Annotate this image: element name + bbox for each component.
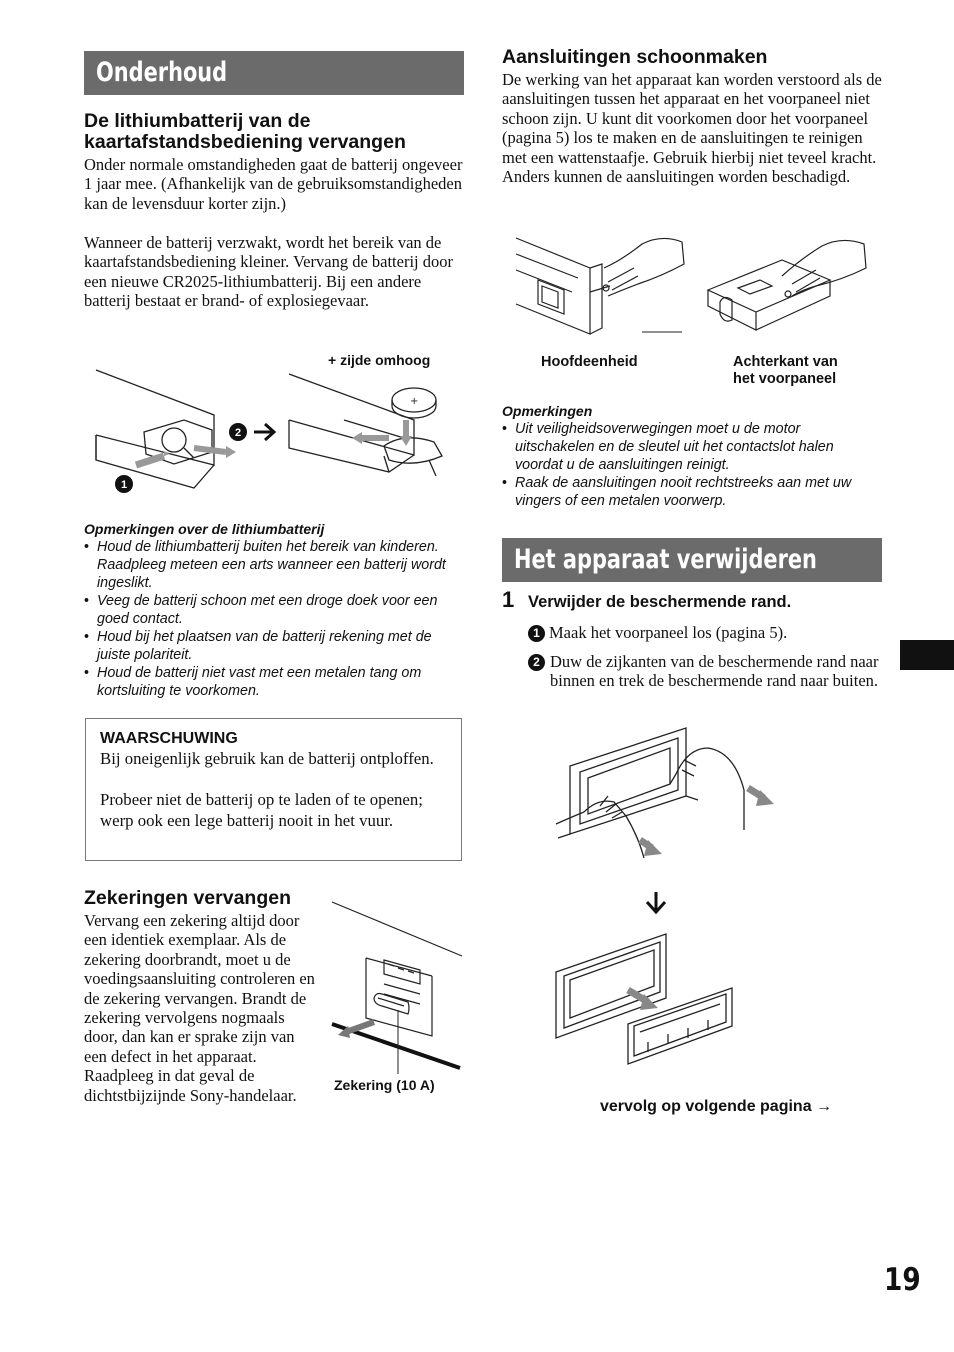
- section-title-remove-unit: Het apparaat verwijderen: [502, 538, 882, 582]
- warning-line-1: Bij oneigenlijk gebruik kan de batterij ontploffen.: [100, 749, 434, 768]
- substep-1-badge: 1: [528, 625, 545, 642]
- svg-text:2: 2: [234, 427, 242, 439]
- fuse-figure: [330, 898, 464, 1073]
- battery-note: • Houd bij het plaatsen van de batterij rekening met de juiste polariteit.: [84, 628, 464, 664]
- fuse-heading: Zekeringen vervangen: [84, 887, 291, 909]
- battery-heading: De lithiumbatterij van de kaartafstandsbediening vervangen: [84, 110, 406, 153]
- battery-paragraph-2: Wanneer de batterij verzwakt, wordt het bereik van de kaartafstandsbediening kleiner. Vervang de batterij door een nieuwe CR2025-lithiumbatterij. Bij een andere batterij bestaat er brand- of explosiegevaar.: [84, 233, 453, 311]
- connectors-heading: Aansluitingen schoonmaken: [502, 46, 768, 68]
- battery-replacement-figure: [84, 360, 464, 500]
- step-badge-2: [229, 423, 247, 441]
- battery-note: • Houd de batterij niet vast met een metalen tang om kortsluiting te voorkomen.: [84, 664, 464, 700]
- step-badge-1: [115, 475, 133, 493]
- warning-line-2: Probeer niet de batterij op te laden of te openen; werp ook een lege batterij nooit in het vuur.: [100, 790, 423, 830]
- arrow-right-icon: [254, 424, 274, 440]
- connectors-paragraph: De werking van het apparaat kan worden verstoord als de aansluitingen tussen het apparaat en het voorpaneel niet schoon zijn. U kunt dit voorkomen door het voorpaneel (pagina 5) los te maken en de aansluitingen te reinigen met een wattenstaafje. Gebruik hierbij niet teveel kracht. Anders kunnen de aansluitingen worden beschadigd.: [502, 70, 882, 187]
- caption-back-panel-line-2: het voorpaneel: [733, 371, 837, 387]
- side-tab-marker: [900, 640, 954, 670]
- page-number: 19: [884, 1262, 921, 1298]
- remove-frame-figure: [548, 720, 788, 1070]
- section-title-onderhoud: Onderhoud: [84, 51, 464, 95]
- battery-note: • Veeg de batterij schoon met een droge doek voor een goed contact.: [84, 592, 464, 628]
- figure-label-side-up: + zijde omhoog: [328, 352, 431, 368]
- battery-notes-list: [84, 538, 464, 700]
- continue-next-page: vervolg op volgende pagina →: [600, 1098, 833, 1115]
- substep-1: [528, 623, 882, 642]
- warning-title: WAARSCHUWING: [100, 730, 238, 747]
- substep-2-text: Duw de zijkanten van de beschermende rand naar binnen en trek de beschermende rand naar buiten.: [550, 652, 879, 691]
- fuse-paragraph: Vervang een zekering altijd door een identiek exemplaar. Als de zekering doorbrandt, moet u de voedingsaansluiting controleren en de zekering vervangen. Brandt de zekering vervolgens nogmaals door, dan kan er sprake zijn van een defect in het apparaat. Raadpleeg in dat geval de dichtstbijzijnde Sony-handelaar.: [84, 911, 315, 1105]
- substep-2: [528, 652, 882, 691]
- svg-text:+: +: [410, 396, 419, 407]
- fuse-figure-label: Zekering (10 A): [334, 1077, 435, 1093]
- connector-note: • Uit veiligheidsoverwegingen moet u de motor uitschakelen en de sleutel uit het contactslot halen voordat u de aansluitingen reinigt.: [502, 420, 882, 474]
- battery-paragraph-1: Onder normale omstandigheden gaat de batterij ongeveer 1 jaar mee. (Afhankelijk van de gebruiksomstandigheden kan de levensduur korter zijn.): [84, 155, 463, 213]
- svg-text:1: 1: [120, 479, 128, 491]
- step-number: 1: [502, 587, 515, 612]
- caption-main-unit: Hoofdeenheid: [541, 354, 638, 370]
- substep-1-text: Maak het voorpaneel los (pagina 5).: [549, 623, 788, 642]
- arrow-down-icon: [647, 892, 665, 912]
- connector-notes-list: [502, 420, 882, 510]
- connector-cleaning-figure: [512, 224, 872, 344]
- connector-notes-title: Opmerkingen: [502, 403, 593, 419]
- caption-back-panel-line-1: Achterkant van: [733, 354, 838, 370]
- warning-box: [85, 718, 462, 861]
- battery-notes-title: Opmerkingen over de lithiumbatterij: [84, 521, 325, 537]
- battery-note: • Houd de lithiumbatterij buiten het bereik van kinderen. Raadpleeg meteen een arts wanneer een batterij wordt ingeslikt.: [84, 538, 464, 592]
- substep-2-badge: 2: [528, 654, 545, 671]
- connector-note: • Raak de aansluitingen nooit rechtstreeks aan met uw vingers of een metalen voorwerp.: [502, 474, 882, 510]
- step-text: Verwijder de beschermende rand.: [528, 593, 792, 611]
